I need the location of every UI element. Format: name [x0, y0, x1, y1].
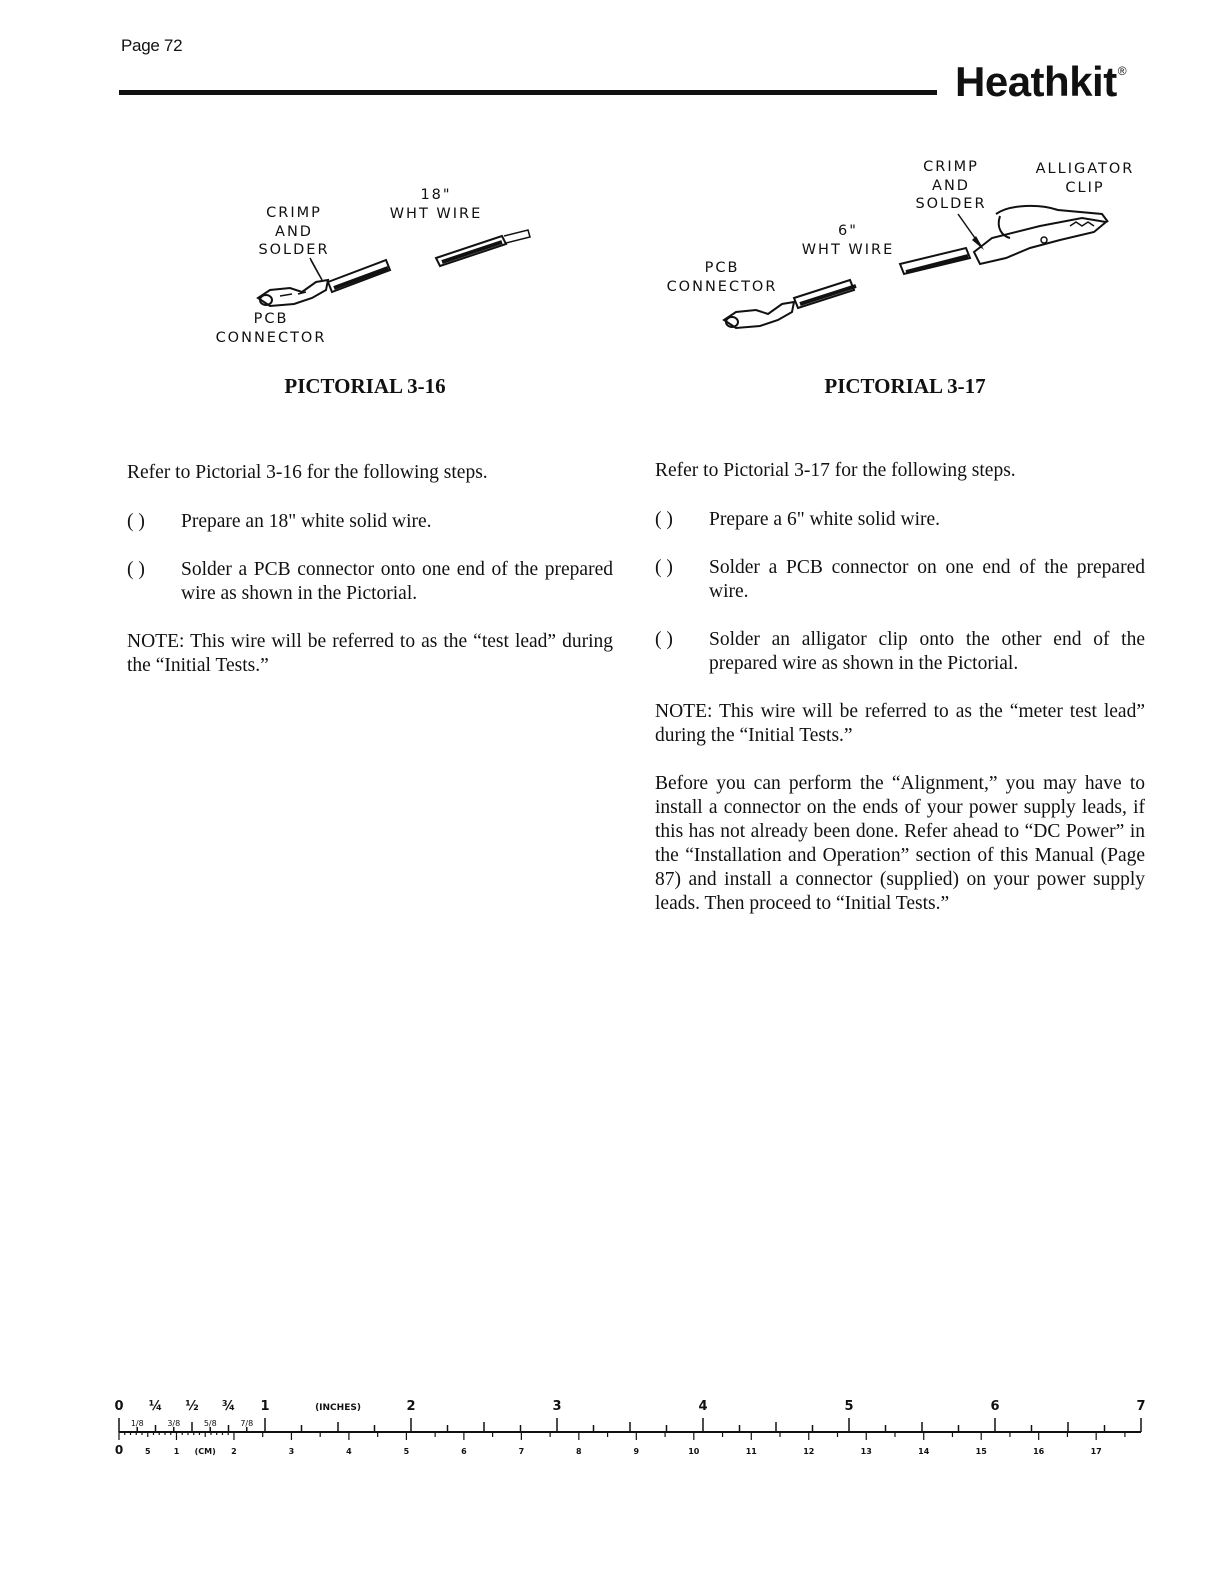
- ruler-cm-label: 7: [518, 1447, 525, 1456]
- right-column: [655, 459, 1145, 916]
- step-text: Prepare a 6" white solid wire.: [709, 509, 941, 530]
- step-text: Solder an alligator clip onto the other end of the prepared wire as shown in the Pictorial.: [709, 629, 1145, 674]
- step-checkbox-item[interactable]: [655, 508, 1145, 532]
- ruler-cm-label: 10: [688, 1447, 700, 1456]
- ruler-eighth-label: 5/8: [203, 1419, 217, 1428]
- wire-illustration-3-16: [240, 220, 550, 320]
- right-note: NOTE: This wire will be referred to as the “meter test lead” during the “Initial Tests.”: [655, 701, 1145, 746]
- ruler-cm-label: 17: [1090, 1447, 1102, 1456]
- ruler-cm-label: (CM): [194, 1447, 216, 1456]
- wire-label: 18" WHT WIRE: [389, 187, 483, 222]
- pictorial-caption-3-17: PICTORIAL 3-17: [824, 374, 986, 398]
- header-rule: [119, 90, 937, 95]
- ruler-inch-label: 7: [1136, 1399, 1146, 1414]
- ruler-inch-label: 6: [990, 1399, 1000, 1414]
- ruler-cm-label: 0: [114, 1443, 124, 1457]
- step-checkbox[interactable]: ( ): [127, 559, 145, 580]
- left-note: NOTE: This wire will be referred to as the “test lead” during the “Initial Tests.”: [127, 631, 613, 676]
- ruler-inch-label: 0: [114, 1399, 124, 1414]
- ruler-inch-label: 5: [844, 1399, 854, 1414]
- crimp-and-solder-label: CRIMP AND SOLDER: [915, 159, 987, 212]
- left-column: [127, 461, 613, 678]
- registered-mark: ®: [1117, 64, 1127, 78]
- wire-illustration-3-17: [710, 196, 1120, 336]
- ruler-cm-label: 16: [1033, 1447, 1045, 1456]
- step-checkbox[interactable]: ( ): [655, 557, 673, 578]
- ruler-cm-label: 13: [860, 1447, 872, 1456]
- ruler-inch-label: (INCHES): [315, 1403, 361, 1413]
- wire-label: 6" WHT WIRE: [801, 223, 895, 258]
- ruler-inch-label: 4: [698, 1399, 708, 1414]
- ruler-inch-label: 1: [260, 1399, 270, 1414]
- step-checkbox[interactable]: ( ): [655, 629, 673, 650]
- page-number: Page 72: [121, 36, 183, 55]
- pictorial-caption-3-16: PICTORIAL 3-16: [284, 374, 446, 398]
- step-checkbox[interactable]: ( ): [127, 511, 145, 532]
- ruler-inch-label: ½: [185, 1399, 199, 1414]
- ruler-cm-label: 4: [346, 1447, 352, 1456]
- brand-logo: [955, 58, 1125, 106]
- step-checkbox-item[interactable]: [127, 510, 613, 534]
- ruler-cm-label: 11: [745, 1447, 757, 1456]
- ruler-cm-label: 2: [231, 1447, 237, 1456]
- ruler-inch-label: ¾: [221, 1399, 236, 1414]
- pcb-connector-label: PCB CONNECTOR: [666, 260, 778, 295]
- ruler-inch-label: 3: [552, 1399, 562, 1414]
- ruler-inch-label: 2: [406, 1399, 416, 1414]
- step-text: Prepare an 18" white solid wire.: [181, 511, 432, 532]
- step-checkbox[interactable]: ( ): [655, 509, 673, 530]
- step-checkbox-item[interactable]: [655, 628, 1145, 676]
- brand-name: Heathkit: [955, 58, 1117, 105]
- pcb-connector-label: PCB CONNECTOR: [215, 311, 327, 346]
- ruler-cm-label: 9: [633, 1447, 640, 1456]
- right-paragraph: Before you can perform the “Alignment,” you may have to install a connector on the ends of your power supply leads, if this has not already been done. Refer ahead to “DC Power” in the “Installation and Operation” section of this Manual (Page 87) and install a connector (supplied) on your power supply leads. Then proceed to “Initial Tests.”: [655, 773, 1145, 914]
- ruler-cm-label: 12: [803, 1447, 815, 1456]
- ruler-cm-label: 8: [576, 1447, 582, 1456]
- ruler-eighth-label: 7/8: [240, 1419, 254, 1428]
- ruler-cm-label: 1: [173, 1447, 180, 1456]
- step-text: Solder a PCB connector on one end of the prepared wire.: [709, 557, 1145, 602]
- ruler-cm-label: 5: [403, 1447, 410, 1456]
- step-text: Solder a PCB connector onto one end of the prepared wire as shown in the Pictorial.: [181, 559, 613, 604]
- ruler-cm-label: 14: [918, 1447, 930, 1456]
- ruler-cm-label: 6: [461, 1447, 467, 1456]
- step-checkbox-item[interactable]: [655, 556, 1145, 604]
- alligator-clip-label: ALLIGATOR CLIP: [1035, 161, 1135, 196]
- ruler-cm-label: 3: [288, 1447, 295, 1456]
- ruler-eighth-label: 1/8: [130, 1419, 144, 1428]
- crimp-and-solder-label: CRIMP AND SOLDER: [258, 205, 330, 258]
- measurement-ruler: [110, 1392, 1160, 1462]
- ruler-inch-label: ¼: [148, 1399, 163, 1414]
- step-checkbox-item[interactable]: [127, 558, 613, 606]
- ruler-cm-label: 5: [144, 1447, 151, 1456]
- ruler-cm-label: 15: [975, 1447, 987, 1456]
- left-intro: Refer to Pictorial 3-16 for the following steps.: [127, 462, 488, 483]
- right-intro: Refer to Pictorial 3-17 for the following steps.: [655, 460, 1016, 481]
- ruler-eighth-label: 3/8: [167, 1419, 181, 1428]
